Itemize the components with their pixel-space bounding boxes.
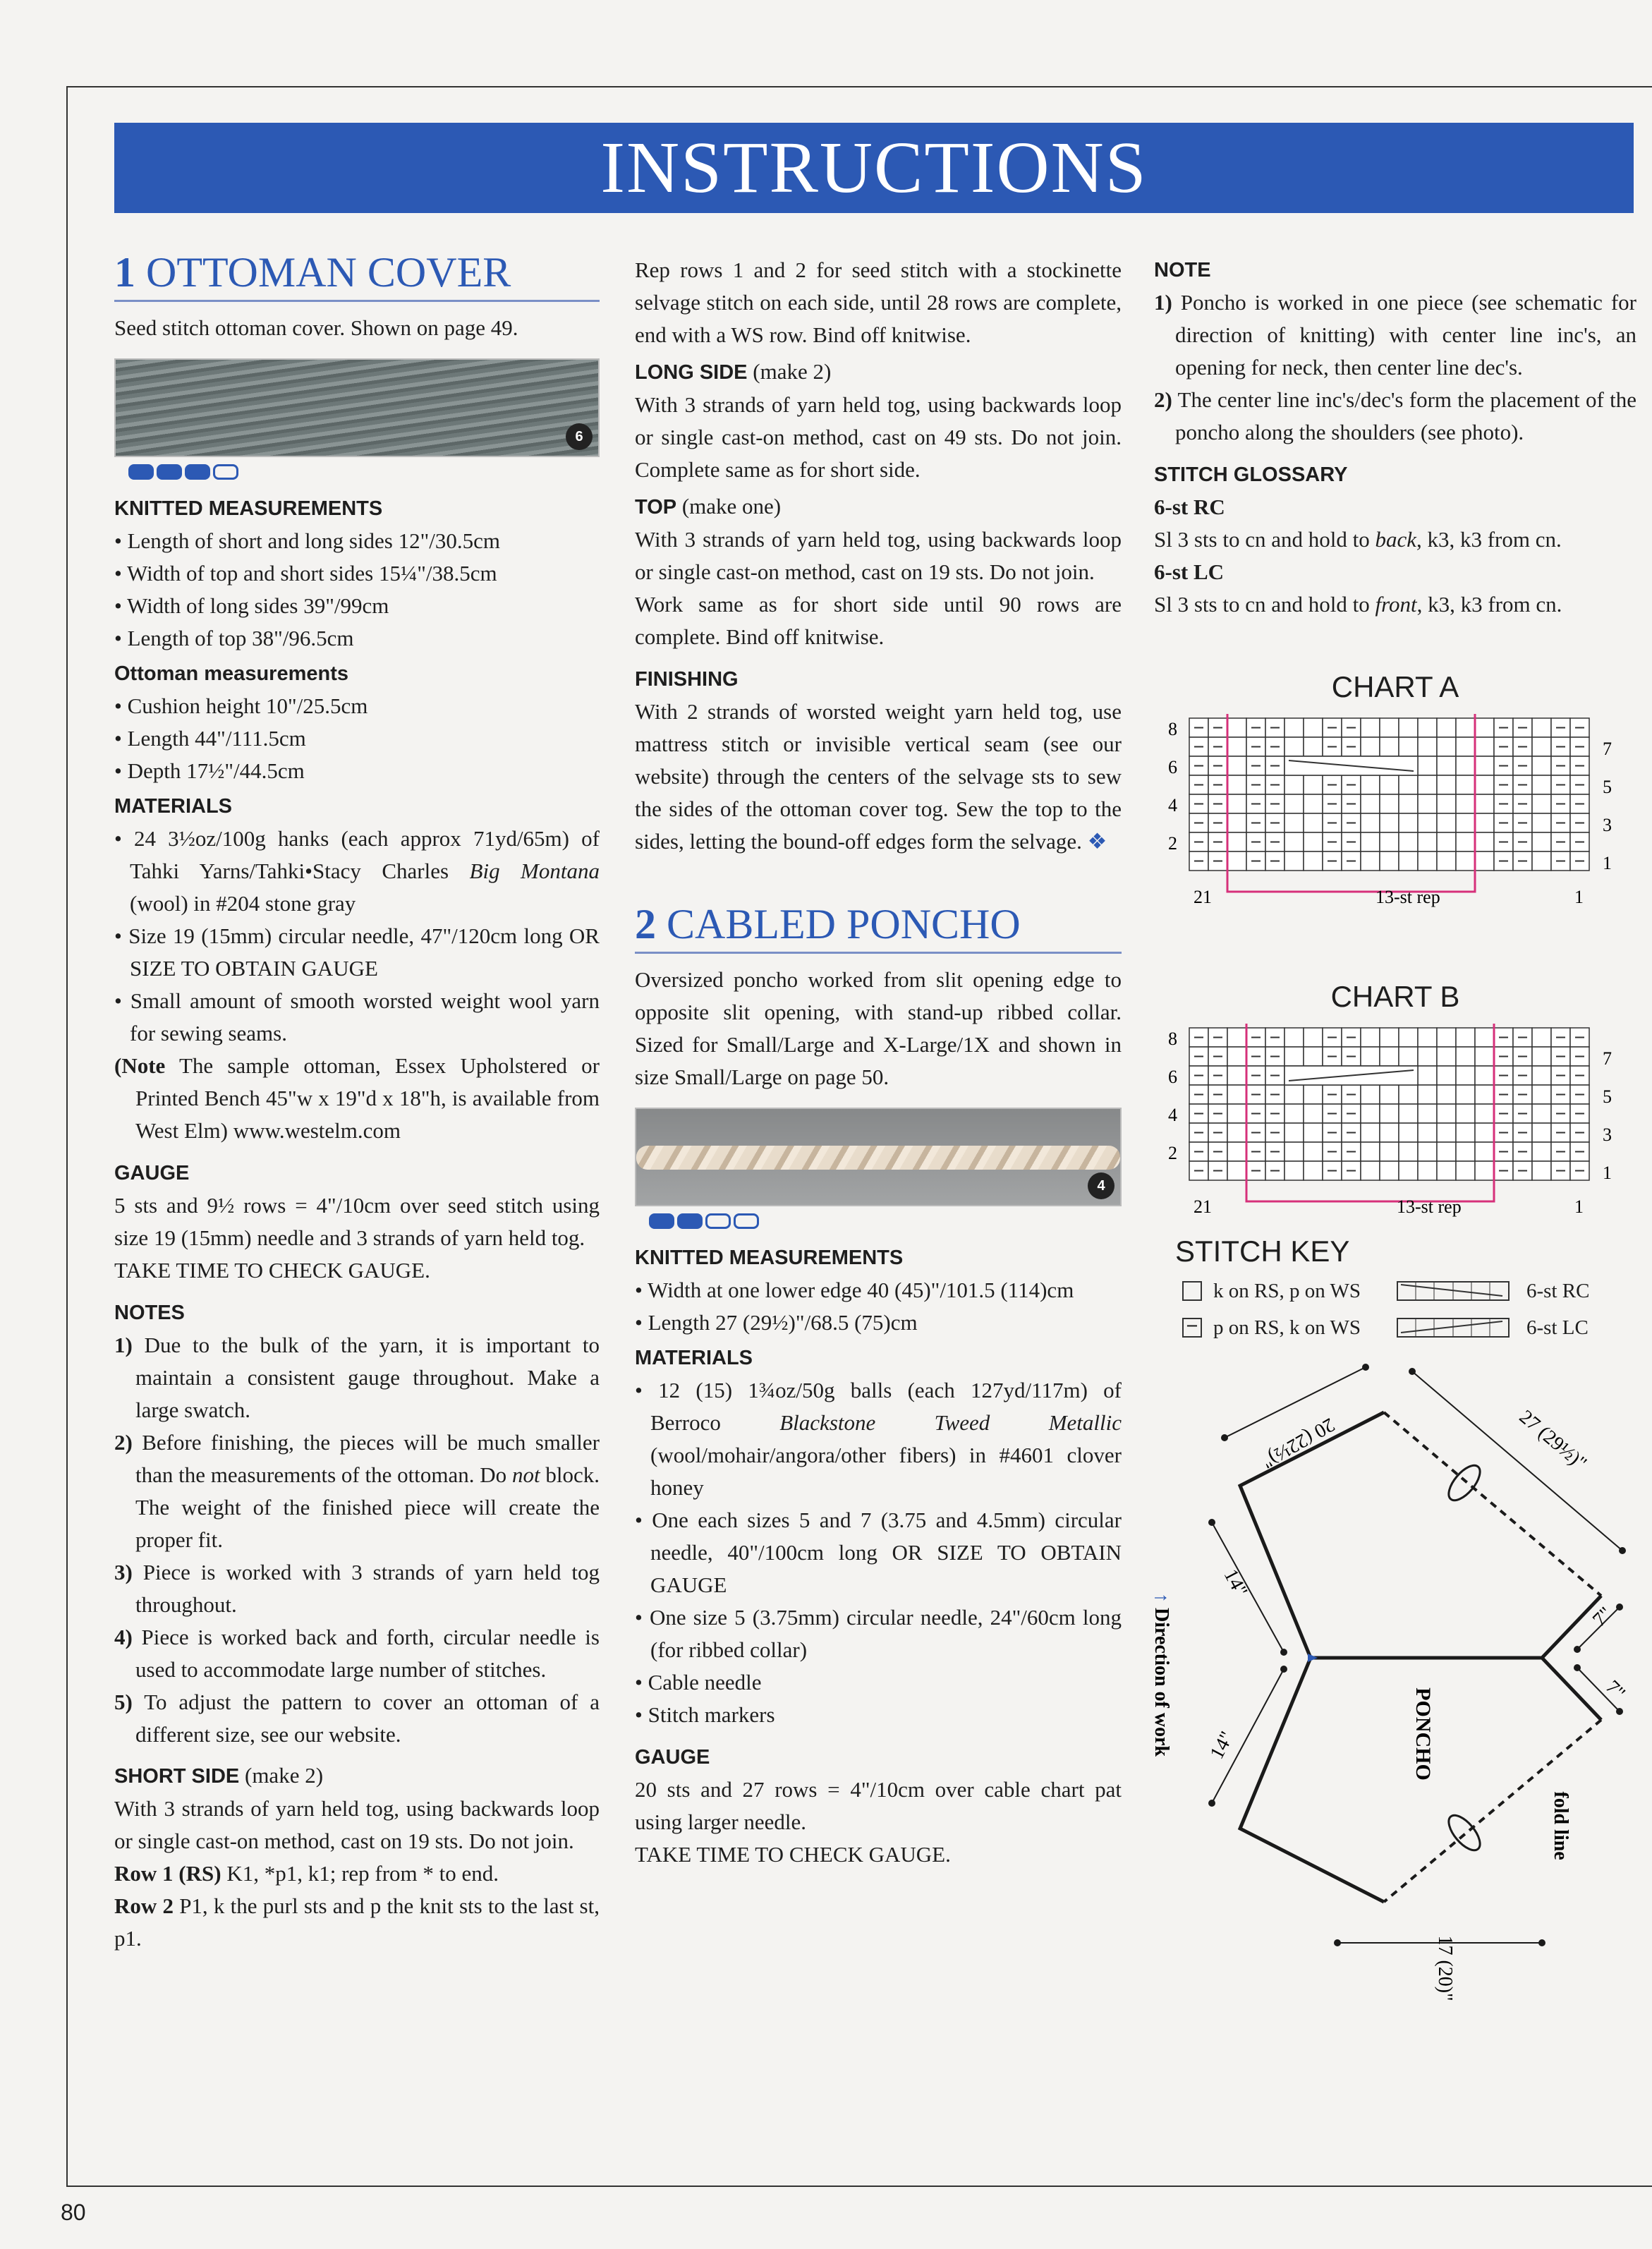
chart-cell: [1304, 1104, 1323, 1123]
chart-cell: [1361, 1028, 1380, 1047]
instructions-banner: [114, 123, 1634, 213]
lc-text: Sl 3 sts to cn and hold to front, k3, k3 from cn.: [1154, 592, 1562, 617]
notes-heading: NOTES: [114, 1302, 185, 1324]
chart-cell: [1532, 1047, 1551, 1066]
fold-line-label: fold line: [1550, 1791, 1572, 1860]
row-label: 4: [1168, 795, 1177, 816]
chart-cell: [1437, 1142, 1456, 1161]
ottoman-measurements-list: [114, 525, 600, 655]
chart-cell: [1475, 1085, 1494, 1104]
chart-cell: [1227, 1142, 1246, 1161]
chart-cell: [1284, 1085, 1304, 1104]
chart-cell: [1284, 794, 1304, 813]
chart-cell: [1437, 1161, 1456, 1180]
gauge-check: TAKE TIME TO CHECK GAUGE.: [635, 1842, 951, 1867]
chart-cell: [1380, 794, 1399, 813]
chart-cell: [1284, 832, 1304, 851]
dim-right-top: 27 (29½)": [1514, 1405, 1591, 1475]
row-label: 2: [1168, 1143, 1177, 1163]
list-item: • Width at one lower edge 40 (45)"/101.5 (114)cm: [635, 1278, 1074, 1302]
chart-cell: [1456, 1028, 1475, 1047]
chart-cell: [1418, 851, 1437, 871]
chart-cell: [1399, 832, 1418, 851]
chart-cell: [1361, 851, 1380, 871]
chart-cell: [1475, 1047, 1494, 1066]
lc-symbol-icon: [1397, 1317, 1510, 1338]
long-side-text: With 3 strands of yarn held tog, using backwards loop or single cast-on method, cast on 49 sts. Do not join. Complete same as for short side.: [635, 392, 1122, 482]
gauge-check: TAKE TIME TO CHECK GAUGE.: [114, 1258, 430, 1283]
chart-cell: [1399, 1085, 1418, 1104]
chart-cell: [1532, 756, 1551, 775]
row-label: 5: [1603, 777, 1612, 797]
chart-cell: [1475, 851, 1494, 871]
list-item: • Length of short and long sides 12"/30.5cm: [114, 528, 501, 553]
chart-cell: [1475, 756, 1494, 775]
chart-cell: [1456, 832, 1475, 851]
chart-cell: [1361, 1142, 1380, 1161]
chart-cell: [1227, 756, 1246, 775]
dim-bottom: 17 (20)": [1434, 1935, 1456, 2001]
list-item: • Depth 17½"/44.5cm: [114, 758, 305, 783]
chart-cell: [1227, 718, 1246, 737]
chart-cell: [1227, 1066, 1246, 1085]
chart-cell: [1532, 1028, 1551, 1047]
chart-cell: [1418, 794, 1437, 813]
chart-cell: [1418, 1104, 1437, 1123]
knitted-measurements-heading: KNITTED MEASUREMENTS: [114, 497, 383, 520]
finishing-text: With 2 strands of worsted weight yarn held tog, use mattress stitch or invisible vertical seam (see our website) through the centers of the selvage sts to sew the sides of the ottoman cover tog. Sew the top to the sides, letting the bound-off edges form the selvage. ❖: [635, 699, 1122, 854]
chart-cell: [1475, 737, 1494, 756]
col-label: 21: [1194, 887, 1212, 907]
chart-cell: [1475, 1066, 1494, 1085]
row-label: 7: [1603, 1048, 1612, 1069]
chart-cell: [1380, 851, 1399, 871]
row-2: Row 2 P1, k the purl sts and p the knit sts to the last st, p1.: [114, 1893, 600, 1951]
ottoman-size-list: [114, 690, 600, 787]
chart-cell: [1437, 851, 1456, 871]
chart-cell: [1418, 718, 1437, 737]
chart-cell: [1361, 718, 1380, 737]
notes-list: [114, 1329, 600, 1751]
list-item: 2) Before finishing, the pieces will be much smaller than the measurements of the ottoman. Do not block. The weight of the finished piece will create the proper fit.: [114, 1430, 600, 1552]
chart-cell: [1304, 794, 1323, 813]
yarn-weight-icon: 4: [1088, 1172, 1115, 1199]
chart-cell: [1532, 832, 1551, 851]
chart-cell: [1456, 775, 1475, 794]
chart-cell: [1304, 1123, 1323, 1142]
list-item: • Width of long sides 39"/99cm: [114, 593, 389, 618]
chart-cell: [1304, 737, 1323, 756]
chart-cell: [1227, 1047, 1246, 1066]
key-row-knit: k on RS, p on WS 6-st RC: [1182, 1273, 1636, 1309]
row-1: Row 1 (RS) K1, *p1, k1; rep from * to end.: [114, 1861, 499, 1886]
chart-cell: [1532, 775, 1551, 794]
row-label: 7: [1603, 739, 1612, 759]
chart-cell: [1437, 737, 1456, 756]
top-text-2: Work same as for short side until 90 rows are complete. Bind off knitwise.: [635, 592, 1122, 649]
short-side: SHORT SIDE (make 2): [114, 1763, 324, 1788]
materials-heading: MATERIALS: [635, 1347, 753, 1369]
poncho-measurements-list: [635, 1274, 1122, 1339]
skill-level-icon: [649, 1213, 1122, 1229]
chart-cell: [1227, 1104, 1246, 1123]
chart-cell: [1399, 1161, 1418, 1180]
rc-symbol-icon: [1397, 1280, 1510, 1302]
list-item: • Size 19 (15mm) circular needle, 47"/120cm long OR SIZE TO OBTAIN GAUGE: [114, 923, 600, 981]
chart-cell: [1304, 1047, 1323, 1066]
chart-cell: [1399, 1104, 1418, 1123]
chart-cell: [1284, 1123, 1304, 1142]
chart-cell: [1380, 1028, 1399, 1047]
chart-cell: [1532, 1142, 1551, 1161]
row-label: 2: [1168, 833, 1177, 854]
ottoman-yarn-swatch: [114, 358, 600, 457]
note-heading: NOTE: [1154, 259, 1211, 281]
banner-title: INSTRUCTIONS: [600, 127, 1148, 208]
poncho-gauge-text: 20 sts and 27 rows = 4"/10cm over cable chart pat using larger needle.: [635, 1777, 1122, 1834]
top-text: With 3 strands of yarn held tog, using backwards loop or single cast-on method, cast on 19 sts. Do not join.: [635, 527, 1122, 584]
gauge-heading: GAUGE: [114, 1162, 190, 1184]
chart-cell: [1437, 1028, 1456, 1047]
col-label: 1: [1574, 887, 1584, 907]
chart-cell: [1418, 1028, 1437, 1047]
chart-a-title: CHART A: [1331, 670, 1459, 703]
chart-cell: [1361, 1104, 1380, 1123]
chart-cell: [1456, 1104, 1475, 1123]
direction-label: ↑ Direction of work: [1150, 1593, 1172, 1757]
chart-cell: [1399, 1028, 1418, 1047]
list-item: • Width of top and short sides 15¼"/38.5cm: [114, 561, 497, 586]
chart-cell: [1380, 1123, 1399, 1142]
chart-cell: [1361, 1085, 1380, 1104]
chart-cell: [1227, 775, 1246, 794]
list-item: • Cushion height 10"/25.5cm: [114, 693, 368, 718]
chart-cell: [1284, 1047, 1304, 1066]
chart-cell: [1227, 1028, 1246, 1047]
list-item: 2) The center line inc's/dec's form the placement of the poncho along the shoulders (see photo).: [1154, 387, 1636, 444]
chart-cell: [1475, 1142, 1494, 1161]
list-item: • Cable needle: [635, 1670, 762, 1695]
materials-heading: MATERIALS: [114, 795, 233, 818]
chart-cell: [1437, 794, 1456, 813]
chart-cell: [1456, 1047, 1475, 1066]
chart-cell: [1437, 1047, 1456, 1066]
chart-b-grid: [1154, 1014, 1636, 1218]
yarn-weight-icon: 6: [566, 423, 593, 450]
chart-cell: [1532, 794, 1551, 813]
list-item: • 12 (15) 1¾oz/50g balls (each 127yd/117m) of Berroco Blackstone Tweed Metallic (wool/mohair/angora/other fibers) in #4601 clover honey: [635, 1378, 1122, 1500]
poncho-notes-list: [1154, 286, 1636, 449]
knitted-measurements-heading: KNITTED MEASUREMENTS: [635, 1247, 904, 1269]
long-side: LONG SIDE (make 2): [635, 359, 832, 384]
dim-top: 20 (22½)": [1258, 1413, 1339, 1473]
chart-b-title: CHART B: [1330, 980, 1460, 1013]
chart-cell: [1456, 1085, 1475, 1104]
row-label: 3: [1603, 1124, 1612, 1145]
row-label: 3: [1603, 815, 1612, 835]
rc-text: Sl 3 sts to cn and hold to back, k3, k3 from cn.: [1154, 527, 1562, 552]
column-2: [635, 254, 1122, 1871]
chart-cell: [1380, 1104, 1399, 1123]
chart-cell: [1399, 851, 1418, 871]
chart-cell: [1284, 1161, 1304, 1180]
knit-symbol-icon: [1182, 1281, 1202, 1301]
chart-cell: [1437, 1085, 1456, 1104]
key-row-purl: − p on RS, k on WS 6-st LC: [1182, 1309, 1636, 1346]
chart-cell: [1475, 718, 1494, 737]
chart-cell: [1437, 832, 1456, 851]
chart-cell: [1399, 718, 1418, 737]
chart-cell: [1284, 1028, 1304, 1047]
list-item: • 24 3½oz/100g hanks (each approx 71yd/65m) of Tahki Yarns/Tahki•Stacy Charles Big Montana (wool) in #204 stone gray: [114, 826, 600, 916]
chart-cell: [1532, 1066, 1551, 1085]
chart-cell: [1361, 794, 1380, 813]
chart-cell: [1418, 1142, 1437, 1161]
chart-cell: [1532, 737, 1551, 756]
chart-cell: [1418, 1066, 1437, 1085]
dim-right-mid-2: 7": [1601, 1676, 1629, 1704]
chart-cell: [1475, 1104, 1494, 1123]
column-3: [1150, 251, 1636, 2006]
chart-cell: [1304, 1028, 1323, 1047]
materials-list: [114, 823, 600, 1050]
chart-cell: [1475, 794, 1494, 813]
column-1: [114, 248, 600, 1955]
list-item: • Stitch markers: [635, 1702, 775, 1727]
chart-cell: [1437, 1123, 1456, 1142]
list-item: 1) Poncho is worked in one piece (see schematic for direction of knitting) with center line inc's, an opening for neck, then center line dec's.: [1154, 290, 1636, 380]
chart-cell: [1456, 737, 1475, 756]
chart-cell: [1380, 1085, 1399, 1104]
poncho-yarn-swatch: [635, 1108, 1122, 1206]
chart-cell: [1418, 1047, 1437, 1066]
row-label: 6: [1168, 757, 1177, 777]
chart-cell: [1380, 1161, 1399, 1180]
dim-right-mid-1: 7": [1589, 1603, 1617, 1631]
end-mark-icon: ❖: [1087, 829, 1107, 854]
poncho-schematic: [1150, 1353, 1636, 2002]
chart-cell: [1437, 718, 1456, 737]
chart-cell: [1437, 1104, 1456, 1123]
chart-cell: [1399, 775, 1418, 794]
chart-cell: [1361, 1161, 1380, 1180]
chart-cell: [1380, 775, 1399, 794]
chart-cell: [1227, 813, 1246, 832]
gauge-text: 5 sts and 9½ rows = 4"/10cm over seed stitch using size 19 (15mm) needle and 3 strands of yarn held tog.: [114, 1193, 600, 1250]
chart-cell: [1380, 813, 1399, 832]
chart-cell: [1361, 737, 1380, 756]
list-item: • Length 44"/111.5cm: [114, 726, 306, 751]
chart-cell: [1437, 813, 1456, 832]
chart-cell: [1227, 1085, 1246, 1104]
list-item: 3) Piece is worked with 3 strands of yarn held tog throughout.: [114, 1560, 600, 1617]
chart-cell: [1284, 775, 1304, 794]
chart-cell: [1399, 813, 1418, 832]
chart-cell: [1456, 813, 1475, 832]
chart-cell: [1304, 832, 1323, 851]
chart-cell: [1437, 775, 1456, 794]
list-item: • One size 5 (3.75mm) circular needle, 24"/60cm long (for ribbed collar): [635, 1605, 1122, 1662]
rep-label: 13-st rep: [1397, 1196, 1462, 1217]
chart-cell: [1456, 794, 1475, 813]
chart-cell: [1380, 1047, 1399, 1066]
chart-cell: [1380, 718, 1399, 737]
rep-label: 13-st rep: [1375, 887, 1440, 907]
finishing-heading: FINISHING: [635, 668, 739, 691]
row-label: 6: [1168, 1067, 1177, 1087]
chart-cell: [1361, 1123, 1380, 1142]
chart-cell: [1418, 832, 1437, 851]
chart-cell: [1284, 718, 1304, 737]
rc-heading: 6-st RC: [1154, 495, 1225, 519]
chart-cell: [1437, 1066, 1456, 1085]
ottoman-note: (Note The sample ottoman, Essex Upholstered or Printed Bench 45"w x 19"d x 18"h, is available from West Elm) www.westelm.com: [114, 1053, 600, 1143]
list-item: • Length of top 38"/96.5cm: [114, 626, 354, 650]
poncho-materials-list: [635, 1374, 1122, 1731]
chart-cell: [1475, 1123, 1494, 1142]
dim-left-lower: 14": [1205, 1728, 1239, 1763]
chart-cell: [1532, 851, 1551, 871]
chart-cell: [1284, 851, 1304, 871]
chart-cell: [1284, 737, 1304, 756]
chart-cell: [1532, 1123, 1551, 1142]
chart-cell: [1380, 737, 1399, 756]
chart-cell: [1227, 794, 1246, 813]
section-title-ottoman: 1 OTTOMAN COVER: [114, 248, 600, 302]
repeat-text: Rep rows 1 and 2 for seed stitch with a stockinette selvage stitch on each side, until 28 rows are complete, end with a WS row. Bind off knitwise.: [635, 257, 1122, 347]
chart-cell: [1284, 1142, 1304, 1161]
chart-cell: [1304, 1161, 1323, 1180]
purl-symbol-icon: −: [1182, 1318, 1202, 1338]
chart-cell: [1532, 1085, 1551, 1104]
chart-a-grid: [1154, 704, 1636, 909]
row-label: 4: [1168, 1105, 1177, 1125]
dim-left-upper: 14": [1219, 1565, 1252, 1601]
stitch-glossary-heading: STITCH GLOSSARY: [1154, 463, 1348, 486]
list-item: 5) To adjust the pattern to cover an ottoman of a different size, see our website.: [114, 1690, 600, 1747]
chart-cell: [1380, 832, 1399, 851]
chart-cell: [1418, 1085, 1437, 1104]
row-label: 8: [1168, 1029, 1177, 1049]
ottoman-measurements-heading: Ottoman measurements: [114, 662, 348, 685]
chart-cell: [1532, 813, 1551, 832]
list-item: 1) Due to the bulk of the yarn, it is important to maintain a consistent gauge throughout. Make a large swatch.: [114, 1333, 600, 1422]
chart-cell: [1304, 1085, 1323, 1104]
row-label: 1: [1603, 853, 1612, 873]
chart-cell: [1456, 1123, 1475, 1142]
chart-cell: [1456, 718, 1475, 737]
chart-cell: [1456, 1066, 1475, 1085]
chart-cell: [1284, 1104, 1304, 1123]
chart-cell: [1418, 1161, 1437, 1180]
page-number: 80: [61, 2200, 86, 2225]
chart-cell: [1304, 813, 1323, 832]
chart-cell: [1227, 1123, 1246, 1142]
chart-cell: [1418, 756, 1437, 775]
chart-cell: [1418, 737, 1437, 756]
chart-cell: [1456, 1161, 1475, 1180]
chart-cell: [1399, 737, 1418, 756]
chart-cell: [1437, 756, 1456, 775]
stitch-key-title: STITCH KEY: [1175, 1235, 1350, 1268]
chart-cell: [1361, 813, 1380, 832]
short-side-text: With 3 strands of yarn held tog, using backwards loop or single cast-on method, cast on 19 sts. Do not join.: [114, 1796, 600, 1853]
chart-cell: [1456, 851, 1475, 871]
chart-cell: [1399, 1123, 1418, 1142]
chart-cell: [1532, 1161, 1551, 1180]
row-label: 8: [1168, 719, 1177, 739]
top-piece: TOP (make one): [635, 494, 782, 519]
chart-cell: [1456, 1142, 1475, 1161]
chart-cell: [1227, 851, 1246, 871]
chart-cell: [1456, 756, 1475, 775]
list-item: 4) Piece is worked back and forth, circular needle is used to accommodate large number of stitches.: [114, 1625, 600, 1682]
list-item: • Small amount of smooth worsted weight wool yarn for sewing seams.: [114, 988, 600, 1045]
chart-cell: [1475, 1028, 1494, 1047]
chart-cell: [1227, 1161, 1246, 1180]
chart-cell: [1532, 718, 1551, 737]
chart-cell: [1475, 813, 1494, 832]
chart-cell: [1380, 1142, 1399, 1161]
chart-cell: [1399, 1142, 1418, 1161]
row-label: 1: [1603, 1163, 1612, 1183]
section-title-poncho: 2 CABLED PONCHO: [635, 900, 1122, 954]
chart-cell: [1304, 1142, 1323, 1161]
chart-cell: [1475, 1161, 1494, 1180]
chart-cell: [1418, 1123, 1437, 1142]
chart-cell: [1399, 1047, 1418, 1066]
chart-cell: [1304, 775, 1323, 794]
chart-cell: [1399, 794, 1418, 813]
ottoman-intro: Seed stitch ottoman cover. Shown on page 49.: [114, 315, 518, 340]
col-label: 1: [1574, 1196, 1584, 1217]
col-label: 21: [1194, 1196, 1212, 1217]
chart-cell: [1304, 851, 1323, 871]
poncho-intro: Oversized poncho worked from slit opening edge to opposite slit opening, with stand-up ribbed collar. Sized for Small/Large and X-Large/1X and shown in size Small/Large on page 50.: [635, 967, 1122, 1089]
chart-cell: [1284, 813, 1304, 832]
chart-cell: [1227, 737, 1246, 756]
chart-cell: [1361, 832, 1380, 851]
chart-cell: [1418, 813, 1437, 832]
schematic-center-label: PONCHO: [1411, 1687, 1435, 1781]
chart-cell: [1475, 832, 1494, 851]
chart-cell: [1418, 775, 1437, 794]
gauge-heading: GAUGE: [635, 1746, 710, 1769]
list-item: • One each sizes 5 and 7 (3.75 and 4.5mm) circular needle, 40"/100cm long OR SIZE TO OBTAIN GAUGE: [635, 1508, 1122, 1597]
chart-cell: [1475, 775, 1494, 794]
skill-level-icon: [128, 464, 600, 480]
row-label: 5: [1603, 1086, 1612, 1107]
chart-cell: [1361, 775, 1380, 794]
chart-cell: [1227, 832, 1246, 851]
chart-cell: [1361, 1047, 1380, 1066]
chart-cell: [1532, 1104, 1551, 1123]
chart-cell: [1304, 718, 1323, 737]
list-item: • Length 27 (29½)"/68.5 (75)cm: [635, 1310, 918, 1335]
lc-heading: 6-st LC: [1154, 559, 1225, 584]
